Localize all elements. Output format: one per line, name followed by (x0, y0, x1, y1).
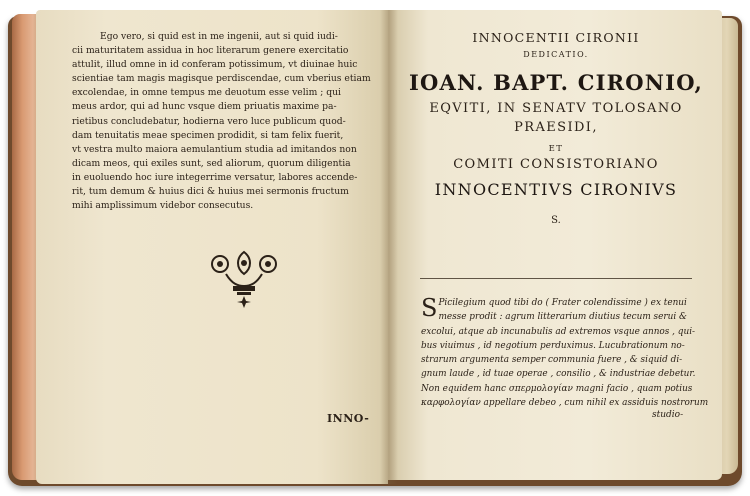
text-line: gnum laude , id tuae operae , consilio , & industriae debetur. (421, 369, 696, 380)
divider (420, 278, 692, 279)
section-subheading: DEDICATIO. (523, 50, 589, 59)
text-line: καρφολογίαν appellare debeo , cum nihil ex assiduis nostrorum (421, 398, 709, 409)
text-line: excolendae, in omne tempus me deuotum esse velim ; qui (72, 87, 341, 99)
text-line: Picilegium quod tibi do ( Frater colendissime ) ex tenui (438, 298, 687, 308)
text-line: dicam meos, qui exiles sunt, sed aliorum, quorum diligentia (72, 157, 351, 169)
text-line: Non equidem hanc σπερμολογίαν magni facio , quam potius (421, 383, 693, 394)
text-line: scientiae tam magis magisque perdiscendae, cum vberius etiam (72, 73, 371, 85)
text-line: vt vestra multo maiora aemulantium studia ad imitandos non (72, 143, 357, 155)
text-line: dam tenuitatis meae specimen prodidit, si tam felix fuerit, (72, 129, 344, 141)
book-gutter (380, 10, 398, 484)
text-line: bus viuimus , id negotium perduximus. Lucubrationum no- (421, 340, 685, 351)
left-page-text (72, 30, 372, 213)
text-line: strarum argumenta semper communia fuere , & siquid di- (421, 355, 683, 366)
dedicatee-title: IOAN. BAPT. CIRONIO, (409, 70, 703, 95)
text-line: in euoluendo hoc iure integerrime versatur, labores accende- (72, 171, 358, 183)
conjunction: ET (548, 144, 564, 154)
text-line: Ego vero, si quid est in me ingenii, aut si quid iudi- (100, 31, 338, 42)
drop-cap: S (421, 294, 438, 322)
text-line: messe prodit : agrum litterarium diutius tecum serui & (438, 312, 687, 323)
dedicatee-line: EQVITI, IN SENATV TOLOSANO (429, 101, 683, 116)
right-page-text (421, 294, 709, 410)
text-line: rietibus concludebatur, hodierna vero luce publicum quod- (72, 115, 346, 127)
author-name: INNOCENTIVS CIRONIVS (434, 180, 678, 199)
text-line: mihi amplissimum videbor consecutus. (72, 200, 254, 212)
text-line: meus ardor, qui ad hunc vsque diem priuatis maxime pa- (72, 101, 337, 113)
salutation: S. (551, 215, 561, 226)
catchword: INNO- (327, 412, 370, 425)
dedicatee-line: PRAESIDI, (514, 120, 598, 135)
text-line: excolui, atque ab incunabulis ad extremos vsque annos , qui- (421, 326, 696, 337)
fleuron-ornament-icon (206, 250, 282, 308)
dedicatee-line: COMITI CONSISTORIANO (453, 157, 659, 172)
running-heading: INNOCENTII CIRONII (472, 30, 640, 45)
text-line: attulit, illud omne in id conferam potissimum, vt diuinae huic (72, 59, 358, 71)
catchword: studio- (652, 410, 684, 420)
text-line: rit, tum demum & huius dici & huius mei sermonis fructum (72, 186, 349, 198)
text-line: cii maturitatem assidua in hoc literarum genere exercitatio (72, 45, 349, 57)
left-page-edges (12, 14, 38, 480)
